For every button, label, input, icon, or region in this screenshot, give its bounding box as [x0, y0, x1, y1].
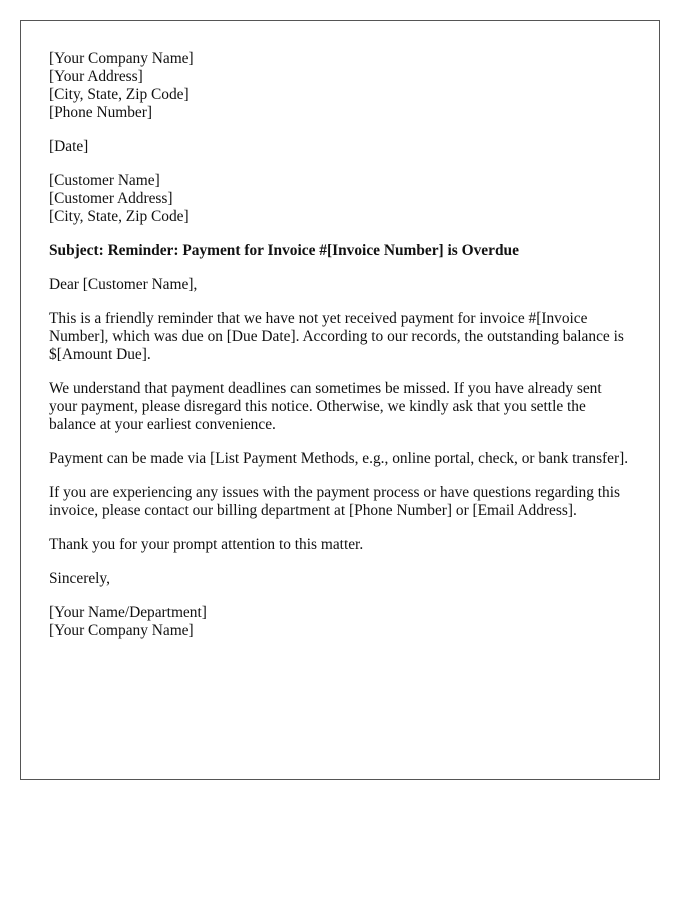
- body-paragraph-2: We understand that payment deadlines can sometimes be missed. If you have already sent your payment, please disregard this notice. Otherwise, we kindly ask that you settle the balance at your earliest convenience.: [49, 380, 602, 433]
- letter-date: [Date]: [49, 138, 89, 155]
- sender-phone: [Phone Number]: [49, 104, 153, 121]
- body-paragraph-5: Thank you for your prompt attention to this matter.: [49, 536, 364, 553]
- letter-page: [20, 20, 660, 780]
- date-block: [49, 138, 631, 156]
- signature-company-name: [Your Company Name]: [49, 622, 194, 639]
- body-paragraph-4: If you are experiencing any issues with the payment process or have questions regarding this invoice, please contact our billing department at [Phone Number] or [Email Address].: [49, 484, 621, 519]
- sender-address-block: [49, 50, 631, 122]
- body-paragraph-3: Payment can be made via [List Payment Methods, e.g., online portal, check, or bank transfer].: [49, 450, 629, 467]
- recipient-city-state-zip: [City, State, Zip Code]: [49, 208, 189, 225]
- subject-line: Subject: Reminder: Payment for Invoice #[Invoice Number] is Overdue: [49, 242, 519, 259]
- signature-name-department: [Your Name/Department]: [49, 604, 207, 621]
- sender-city-state-zip: [City, State, Zip Code]: [49, 86, 189, 103]
- closing: Sincerely,: [49, 570, 110, 587]
- sender-address: [Your Address]: [49, 68, 143, 85]
- recipient-address-block: [49, 172, 631, 226]
- sender-company-name: [Your Company Name]: [49, 50, 194, 67]
- recipient-address: [Customer Address]: [49, 190, 173, 207]
- signature-block: [49, 604, 631, 640]
- salutation: Dear [Customer Name],: [49, 276, 198, 293]
- body-paragraph-1: This is a friendly reminder that we have not yet received payment for invoice #[Invoice Number], which was due on [Due Date]. According to our records, the outstanding balance is $[Amount Due].: [49, 310, 624, 363]
- recipient-name: [Customer Name]: [49, 172, 160, 189]
